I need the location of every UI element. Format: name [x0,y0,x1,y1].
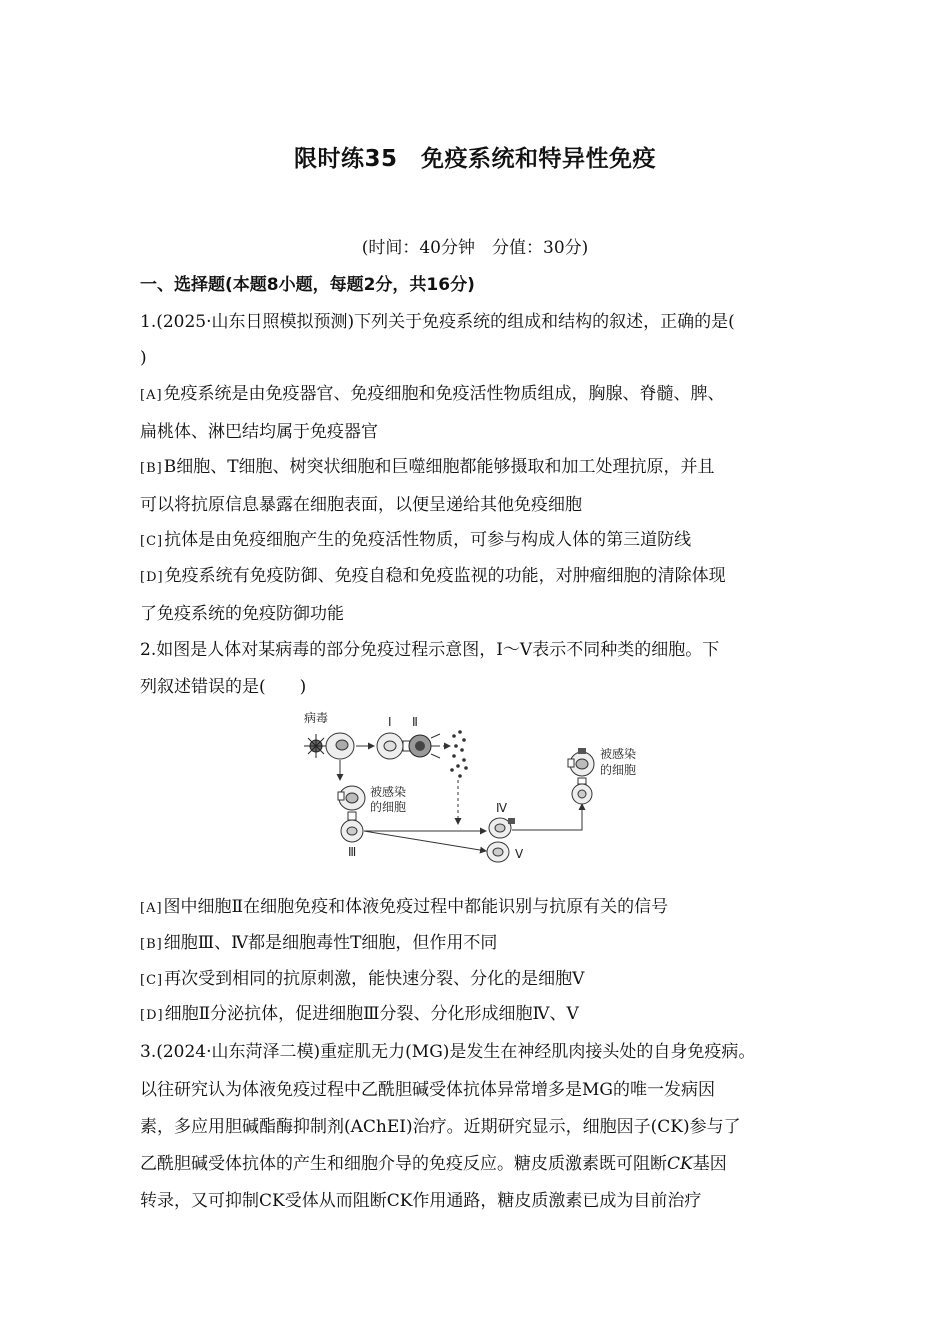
label-infected-cell-right-2: 的细胞 [600,763,637,777]
q2-option-c [140,967,584,993]
q2-stem: 2.如图是人体对某病毒的部分免疫过程示意图，Ⅰ～Ⅴ表示不同种类的细胞。下 [140,640,720,660]
q3-line-3: 素，多应用胆碱酯酶抑制剂(AChEI)治疗。近期研究显示，细胞因子(CK)参与了 [140,1117,741,1137]
option-tag: [C] [140,534,164,549]
time-score-info: (时间：40分钟 分值：30分) [361,238,589,258]
label-cell-3: Ⅲ [348,845,357,859]
label-cell-2: Ⅱ [412,715,418,729]
infected-cell-right-icon [568,748,594,776]
q2-option-a [140,895,668,921]
option-text: 细胞Ⅱ分泌抗体，促进细胞Ⅲ分裂、分化形成细胞Ⅳ、Ⅴ [164,1004,579,1024]
option-tag: [B] [140,461,163,476]
arrow [364,831,486,851]
arrow [512,804,582,830]
q1-option-a-cont: 扁桃体、淋巴结均属于免疫器官 [140,422,378,442]
receptor-icon [578,778,586,784]
section-heading: 一、选择题(本题8小题，每题2分，共16分) [140,275,475,295]
option-tag: [A] [140,901,163,916]
label-cell-1: Ⅰ [388,715,392,729]
cell-v-icon [487,842,509,862]
option-tag: [D] [140,570,164,585]
label-cell-5: Ⅴ [515,847,524,861]
option-text: 再次受到相同的抗原刺激，能快速分裂、分化的是细胞Ⅴ [164,969,585,989]
label-infected-cell-2: 的细胞 [370,800,407,814]
cell-iv-icon [489,818,515,838]
q1-option-b [140,455,715,481]
receptor-icon [348,812,356,820]
page-title: 限时练35 免疫系统和特异性免疫 [293,146,656,172]
infected-cell-icon [338,786,365,810]
q1-stem: 1.(2025·山东日照模拟预测)下列关于免疫系统的组成和结构的叙述，正确的是( [140,312,735,332]
q3-line-1: 3.(2024·山东菏泽二模)重症肌无力(MG)是发生在神经肌肉接头处的自身免疫病。 [140,1042,756,1062]
option-text: 图中细胞Ⅱ在细胞免疫和体液免疫过程中都能识别与抗原有关的信号 [163,897,669,917]
q1-option-a [140,382,725,408]
option-tag: [B] [140,937,163,952]
q3-line-5: 转录，又可抑制CK受体从而阻断CK作用通路，糖皮质激素已成为目前治疗 [140,1191,702,1211]
q3-line-4-end: 基因 [692,1154,727,1174]
option-tag: [D] [140,1008,164,1023]
label-cell-4: Ⅳ [496,801,508,815]
label-infected-cell-right: 被感染 [600,747,637,761]
cell-i-icon [377,733,403,759]
label-virus: 病毒 [304,711,329,725]
secretion-icon [431,734,440,758]
q2-option-d [140,1002,579,1028]
option-text: 细胞Ⅲ、Ⅳ都是细胞毒性T细胞，但作用不同 [163,933,498,953]
option-tag: [C] [140,973,164,988]
q2-stem-cont: 列叙述错误的是( ) [140,677,307,697]
cell-ii-icon [409,735,431,757]
q1-option-b-cont: 可以将抗原信息暴露在细胞表面，以便呈递给其他免疫细胞 [140,495,582,515]
q3-line-4-text: 乙酰胆碱受体抗体的产生和细胞介导的免疫反应。糖皮质激素既可阻断 [140,1154,667,1174]
antigen-presenting-cell-icon [326,733,354,759]
q3-line-2: 以往研究认为体液免疫过程中乙酰胆碱受体抗体异常增多是MG的唯一发病因 [140,1080,715,1100]
q3-gene-name: CK [667,1154,693,1174]
label-infected-cell: 被感染 [370,785,407,799]
q1-option-c [140,528,691,554]
cell-iv-bound-icon [572,784,592,804]
immune-process-diagram [300,708,650,868]
virus-icon [304,734,328,758]
q1-option-d-cont: 了免疫系统的免疫防御功能 [140,604,344,624]
cytokine-dots-icon [450,730,468,778]
option-text: 抗体是由免疫细胞产生的免疫活性物质，可参与构成人体的第三道防线 [164,530,692,550]
option-text: 免疫系统有免疫防御、免疫自稳和免疫监视的功能，对肿瘤细胞的清除体现 [164,566,726,586]
option-tag: [A] [140,388,163,403]
cell-iii-icon [341,820,363,842]
option-text: B细胞、T细胞、树突状细胞和巨噬细胞都能够摄取和加工处理抗原，并且 [163,457,715,477]
q3-line-4 [140,1152,727,1176]
q2-option-b [140,931,497,957]
q1-option-d [140,564,726,590]
option-text: 免疫系统是由免疫器官、免疫细胞和免疫活性物质组成，胸腺、脊髓、脾、 [163,384,725,404]
q1-stem-cont: ) [140,348,147,368]
